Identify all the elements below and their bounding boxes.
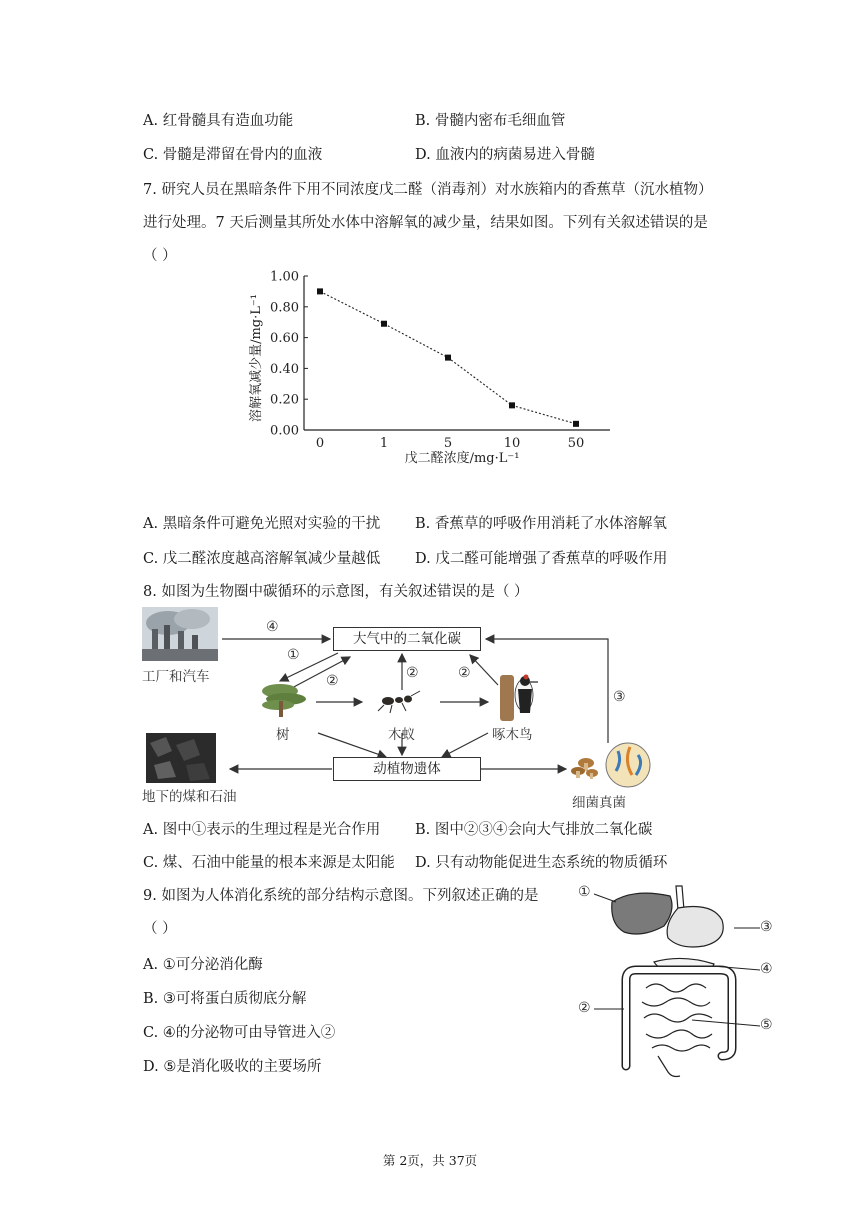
remains-box: 动植物遗体 bbox=[333, 757, 481, 781]
woodpecker-label: 啄木鸟 bbox=[492, 727, 533, 743]
chart-y-axis-label: 溶解氧减少量/mg·L⁻¹ bbox=[249, 294, 264, 422]
liver-shape bbox=[612, 893, 672, 934]
digestive-system-drawing bbox=[572, 880, 782, 1080]
chart-data-point bbox=[445, 355, 451, 361]
label-3: ③ bbox=[760, 919, 773, 935]
step-2-label-tree: ② bbox=[326, 673, 339, 689]
q9-option-b: B. ③可将蛋白质彻底分解 bbox=[143, 991, 307, 1007]
coal-picture bbox=[146, 733, 216, 783]
chart-x-ticks bbox=[316, 436, 584, 451]
q9-answer-paren: （ ） bbox=[143, 921, 177, 937]
q9-option-d: D. ⑤是消化吸收的主要场所 bbox=[143, 1059, 322, 1075]
chart-y-tick-label: 1.00 bbox=[270, 269, 299, 285]
chart-x-tick-label: 50 bbox=[567, 436, 585, 451]
q6-option-c: C. 骨髓是滞留在骨内的血液 bbox=[143, 147, 323, 163]
chart-x-axis-label: 戊二醛浓度/mg·L⁻¹ bbox=[404, 451, 520, 466]
label-1: ① bbox=[578, 884, 591, 900]
chart-x-tick-label: 5 bbox=[443, 436, 453, 451]
chart-data-point bbox=[573, 421, 579, 427]
chart-data-point bbox=[381, 321, 387, 327]
label-5: ⑤ bbox=[760, 1017, 773, 1033]
chart-y-tick-label: 0.80 bbox=[270, 300, 299, 316]
small-intestine-shape bbox=[642, 984, 712, 1051]
factory-label: 工厂和汽车 bbox=[142, 669, 210, 685]
step-3-label: ③ bbox=[613, 689, 626, 705]
q9-option-a: A. ①可分泌消化酶 bbox=[143, 957, 263, 973]
chart-y-tick-label: 0.60 bbox=[270, 331, 299, 347]
q6-option-b: B. 骨髓内密布毛细血管 bbox=[415, 113, 566, 129]
carbon-cycle-diagram bbox=[140, 605, 680, 810]
chart-x-tick-label: 1 bbox=[379, 436, 389, 451]
stomach-shape bbox=[667, 907, 723, 948]
chart-y-tick-label: 0.40 bbox=[270, 361, 299, 377]
q8-option-b: B. 图中②③④会向大气排放二氧化碳 bbox=[415, 822, 653, 838]
fungi-picture bbox=[571, 743, 650, 787]
chart-y-tick-label: 0.00 bbox=[270, 423, 299, 439]
q7-option-a: A. 黑暗条件可避免光照对实验的干扰 bbox=[143, 516, 381, 532]
step-2-label-ant: ② bbox=[406, 665, 419, 681]
chart-y-ticks bbox=[270, 270, 308, 439]
q7-answer-paren: （ ） bbox=[143, 248, 177, 264]
chart-axes bbox=[304, 276, 610, 430]
q9-option-c: C. ④的分泌物可由导管进入② bbox=[143, 1025, 336, 1041]
q8-option-c: C. 煤、石油中能量的根本来源是太阳能 bbox=[143, 855, 395, 871]
q7-option-c: C. 戊二醛浓度越高溶解氧减少量越低 bbox=[143, 551, 381, 567]
digestive-system-diagram bbox=[572, 880, 782, 1080]
q7-stem-line2: 进行处理。7 天后测量其所处水体中溶解氧的减少量，结果如图。下列有关叙述错误的是 bbox=[143, 215, 708, 231]
q6-option-d: D. 血液内的病菌易进入骨髓 bbox=[415, 147, 595, 163]
q8-option-a: A. 图中①表示的生理过程是光合作用 bbox=[143, 822, 381, 838]
ant-label: 木蚁 bbox=[388, 727, 415, 743]
tree-picture bbox=[262, 684, 306, 717]
woodpecker-picture bbox=[500, 675, 538, 722]
chart-data-point bbox=[509, 402, 515, 408]
tree-label: 树 bbox=[276, 727, 290, 743]
q7-line-chart bbox=[240, 262, 620, 472]
q7-option-b: B. 香蕉草的呼吸作用消耗了水体溶解氧 bbox=[415, 516, 667, 532]
ant-picture bbox=[378, 691, 420, 713]
chart-data-point bbox=[317, 288, 323, 294]
coal-label: 地下的煤和石油 bbox=[142, 789, 237, 805]
fungi-label: 细菌真菌 bbox=[572, 795, 626, 811]
q8-option-d: D. 只有动物能促进生态系统的物质循环 bbox=[415, 855, 668, 871]
atmosphere-co2-box: 大气中的二氧化碳 bbox=[333, 627, 481, 651]
step-4-label: ④ bbox=[266, 619, 279, 635]
q9-stem: 9. 如图为人体消化系统的部分结构示意图。下列叙述正确的是 bbox=[143, 888, 539, 904]
step-2-label-woodpecker: ② bbox=[458, 665, 471, 681]
q7-option-d: D. 戊二醛可能增强了香蕉草的呼吸作用 bbox=[415, 551, 668, 567]
label-2: ② bbox=[578, 1000, 591, 1016]
chart-x-tick-label: 10 bbox=[503, 436, 521, 451]
page-footer: 第 2页，共 37页 bbox=[382, 1153, 478, 1168]
step-1-label: ① bbox=[287, 647, 300, 663]
chart-y-tick-label: 0.20 bbox=[270, 392, 299, 408]
q7-stem-line1: 7. 研究人员在黑暗条件下用不同浓度戊二醛（消毒剂）对水族箱内的香蕉草（沉水植物） bbox=[143, 182, 713, 198]
q6-option-a: A. 红骨髓具有造血功能 bbox=[143, 113, 294, 129]
factory-picture bbox=[142, 607, 218, 661]
q8-stem: 8. 如图为生物圈中碳循环的示意图，有关叙述错误的是（ ） bbox=[143, 584, 529, 600]
label-4: ④ bbox=[760, 961, 773, 977]
chart-x-tick-label: 0 bbox=[315, 436, 325, 451]
